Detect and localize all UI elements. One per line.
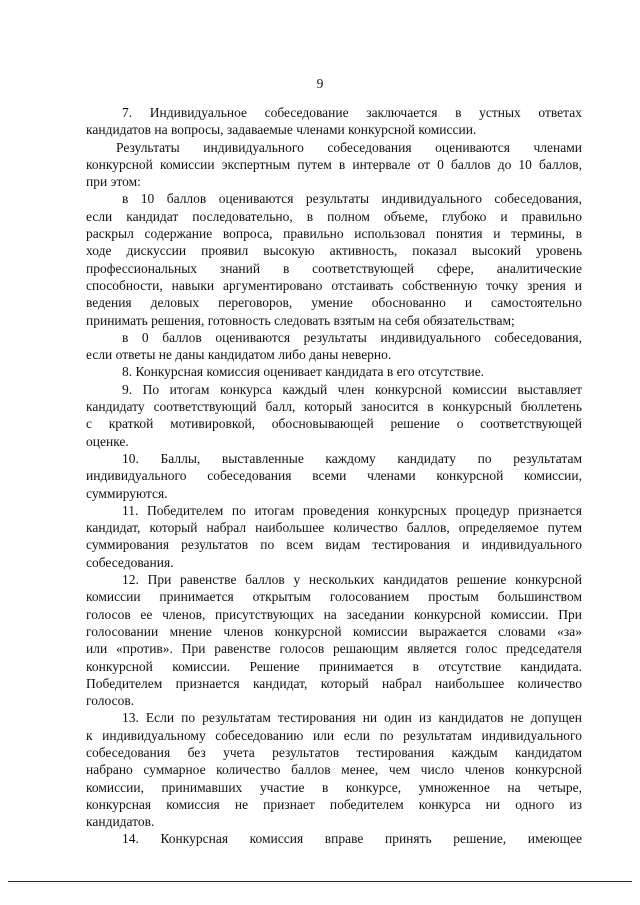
text-line: суммируются.: [86, 485, 168, 501]
text-line: Победителем признается кандидат, который набрал наибольшее количество: [86, 675, 582, 691]
text-line: конкурсной комиссии. Решение принимается в отсутствие кандидата.: [86, 658, 582, 674]
text-line: ходе дискуссии проявил высокую активность, показал высокий уровень: [86, 243, 582, 259]
text-line: если ответы не даны кандидатом либо даны неверно.: [86, 347, 392, 363]
text-line: раскрыл содержание вопроса, правильно использовал понятия и термины, в: [86, 226, 582, 242]
text-line: 9. По итогам конкурса каждый член конкурсной комиссии выставляет: [122, 381, 582, 397]
text-line: в 10 баллов оцениваются результаты индивидуального собеседования,: [122, 191, 582, 207]
text-line: 10. Баллы, выставленные каждому кандидату по результатам: [122, 450, 582, 466]
text-line: оценке.: [86, 433, 129, 449]
text-line: собеседования без учета результатов тестирования каждым кандидатом: [86, 744, 582, 760]
text-line: 8. Конкурсная комиссия оценивает кандидата в его отсутствие.: [122, 364, 485, 380]
text-line: при этом:: [86, 174, 141, 190]
text-line: Результаты индивидуального собеседования оцениваются членами: [116, 139, 582, 155]
text-line: индивидуального собеседования всеми членами конкурсной комиссии,: [86, 468, 582, 484]
text-line: 13. Если по результатам тестирования ни один из кандидатов не допущен: [122, 710, 582, 726]
footer-rule: [8, 881, 632, 882]
text-line: кандидату соответствующий балл, который заносится в конкурсный бюллетень: [86, 399, 582, 415]
text-line: конкурсной комиссии экспертным путем в интервале от 0 баллов до 10 баллов,: [86, 156, 582, 172]
text-line: 12. При равенстве баллов у нескольких кандидатов решение конкурсной: [122, 572, 582, 588]
text-line: 7. Индивидуальное собеседование заключается в устных ответах: [122, 105, 582, 120]
text-line: если кандидат последовательно, в полном объеме, глубоко и правильно: [86, 208, 582, 224]
text-line: способности, навыки аргументировано отстаивать собственную точку зрения и: [86, 277, 582, 293]
text-line: комиссии, принимавших участие в конкурсе, умноженное на четыре,: [86, 779, 582, 795]
text-line: к индивидуальному собеседованию или если по результатам индивидуального: [86, 727, 582, 743]
text-line: суммирования результатов по всем видам тестирования и индивидуального: [86, 537, 582, 553]
text-line: кандидат, который набрал наибольшее количество баллов, определяемое путем: [86, 520, 582, 536]
text-line: или «против». При равенстве голосов решающим является голос председателя: [86, 641, 582, 657]
page-number: 9: [316, 76, 324, 91]
text-line: конкурсная комиссия не признает победителем конкурса ни одного из: [86, 796, 582, 812]
text-line: кандидатов на вопросы, задаваемые членами конкурсной комиссии.: [86, 122, 477, 138]
text-line: комиссии принимается открытым голосованием простым большинством: [86, 589, 582, 605]
text-line: голосов.: [86, 693, 135, 709]
text-line: профессиональных знаний в соответствующей сфере, аналитические: [86, 260, 582, 276]
text-line: голосов ее членов, присутствующих на заседании конкурсной комиссии. При: [86, 606, 582, 622]
text-line: в 0 баллов оцениваются результаты индивидуального собеседования,: [122, 329, 582, 345]
text-line: набрано суммарное количество баллов менее, чем число членов конкурсной: [86, 762, 582, 778]
text-line: кандидатов.: [86, 814, 155, 830]
text-line: ведения деловых переговоров, умение обоснованно и самостоятельно: [86, 295, 582, 311]
text-line: с краткой мотивировкой, обосновывающей решение о соответствующей: [86, 416, 582, 432]
text-line: собеседования.: [86, 554, 174, 570]
text-line: голосовании мнение членов конкурсной комиссии выражается словами «за»: [86, 623, 582, 639]
text-line: принимать решения, готовность следовать взятым на себя обязательствам;: [86, 312, 515, 328]
text-line: 14. Конкурсная комиссия вправе принять решение, имеющее: [122, 831, 582, 847]
text-line: 11. Победителем по итогам проведения конкурсных процедур признается: [122, 502, 582, 518]
document-body: [86, 104, 582, 848]
